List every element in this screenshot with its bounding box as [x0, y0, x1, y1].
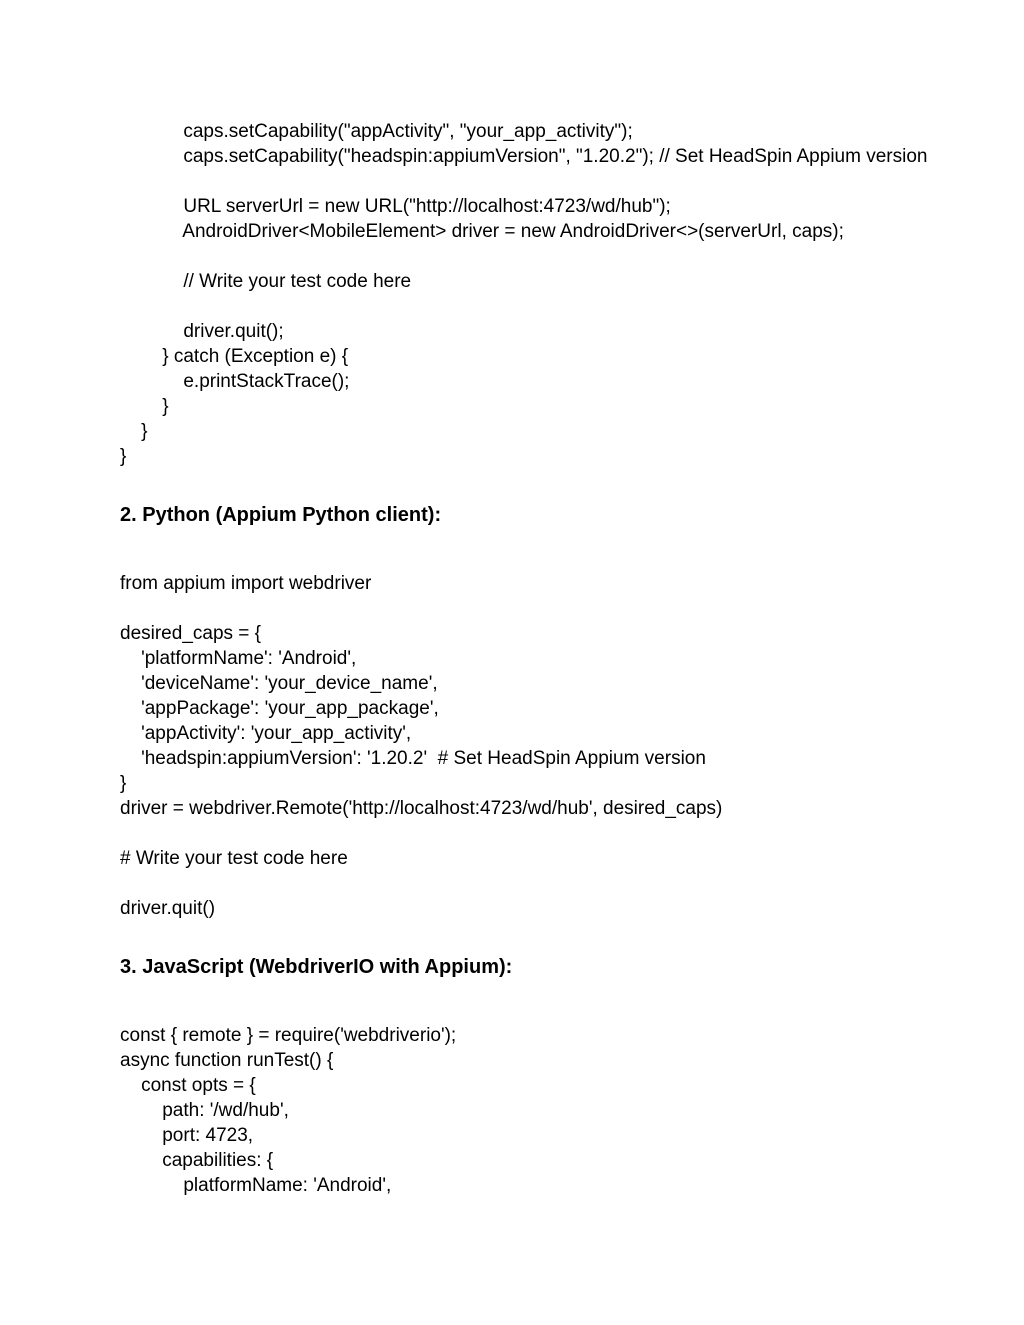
code-line: async function runTest() {: [120, 1050, 334, 1071]
code-line: port: 4723,: [120, 1125, 254, 1146]
code-line: [120, 294, 964, 319]
code-line: # Write your test code here: [120, 848, 348, 869]
code-line: driver.quit();: [120, 321, 284, 342]
code-line: path: '/wd/hub',: [120, 1100, 289, 1121]
python-code-block: [120, 571, 964, 921]
code-line: 'platformName': 'Android',: [120, 648, 357, 669]
code-line: caps.setCapability("headspin:appiumVersion", "1.20.2"); // Set HeadSpin Appium version: [120, 146, 928, 167]
code-line: driver.quit(): [120, 898, 216, 919]
code-line: [120, 821, 964, 846]
code-line: }: [120, 421, 148, 442]
code-line: } catch (Exception e) {: [120, 346, 349, 367]
code-line: 'deviceName': 'your_device_name',: [120, 673, 438, 694]
code-line: caps.setCapability("appActivity", "your_app_activity");: [120, 121, 633, 142]
python-section-heading: 2. Python (Appium Python client):: [120, 504, 442, 526]
java-code-tail-block: [120, 119, 964, 469]
code-line: [120, 244, 964, 269]
javascript-section-heading: 3. JavaScript (WebdriverIO with Appium):: [120, 956, 513, 978]
code-line: driver = webdriver.Remote('http://localhost:4723/wd/hub', desired_caps): [120, 798, 723, 819]
code-line: capabilities: {: [120, 1150, 274, 1171]
code-line: [120, 871, 964, 896]
code-line: AndroidDriver<MobileElement> driver = new AndroidDriver<>(serverUrl, caps);: [120, 221, 844, 242]
code-line: const { remote } = require('webdriverio');: [120, 1025, 457, 1046]
code-line: from appium import webdriver: [120, 573, 372, 594]
code-line: [120, 169, 964, 194]
code-line: 'appPackage': 'your_app_package',: [120, 698, 439, 719]
code-line: URL serverUrl = new URL("http://localhost:4723/wd/hub");: [120, 196, 671, 217]
code-line: // Write your test code here: [120, 271, 412, 292]
code-line: desired_caps = {: [120, 623, 262, 644]
code-line: const opts = {: [120, 1075, 256, 1096]
code-line: platformName: 'Android',: [120, 1175, 392, 1196]
code-line: [120, 596, 964, 621]
code-line: }: [120, 773, 127, 794]
code-line: 'headspin:appiumVersion': '1.20.2' # Set HeadSpin Appium version: [120, 748, 706, 769]
code-line: }: [120, 446, 127, 467]
code-line: 'appActivity': 'your_app_activity',: [120, 723, 412, 744]
code-line: e.printStackTrace();: [120, 371, 350, 392]
javascript-code-block: [120, 1023, 964, 1198]
code-line: }: [120, 396, 169, 417]
